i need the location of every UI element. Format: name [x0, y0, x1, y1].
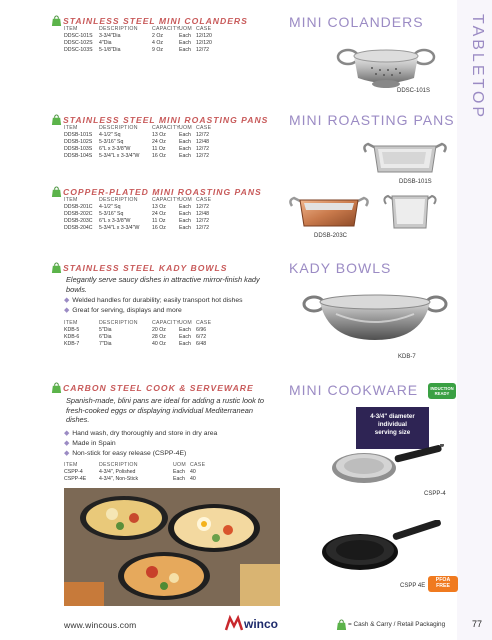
table-row: DDSC-103S 5-1/8"Dia 9 Oz Each 12/72 — [64, 47, 209, 54]
bullet-item: ◆ Non-stick for easy release (CSPP-4E) — [64, 449, 187, 457]
shopping-bag-icon — [51, 382, 62, 394]
page-number: 77 — [472, 619, 483, 629]
heading-mini-cookware: MINI COOKWARE — [289, 382, 419, 398]
induction-ready-badge: INDUCTION READY — [428, 383, 456, 399]
table-row: KDB-5 5"Dia 20 Oz Each 6/96 — [64, 327, 207, 334]
kady-bowl-image — [300, 284, 450, 344]
website-link[interactable]: www.wincous.com — [64, 620, 137, 630]
kady-bullets — [64, 296, 243, 316]
kady-description: Elegantly serve saucy dishes in attractive mirror-finish kady bowls. — [66, 275, 260, 294]
table-row: KDB-7 7"Dia 40 Oz Each 6/48 — [64, 341, 207, 348]
heading-mini-colanders: MINI COLANDERS — [289, 14, 424, 30]
caption-pan-steel: DDSB-101S — [399, 179, 432, 185]
table-row: DDSB-203C 6"L x 3-3/8"W 11 Oz Each 12/72 — [64, 218, 209, 225]
table-header: ITEM DESCRIPTION CAPACITY UOM CASE — [64, 320, 212, 326]
table-row: CSPP-4 4-3/4", Polished Each 40 — [64, 469, 196, 476]
table-row: DDSB-201C 4-1/2" Sq 13 Oz Each 12/72 — [64, 204, 209, 211]
table-ss-roasting — [64, 125, 218, 160]
table-carbon-steel — [64, 462, 212, 483]
table-header: ITEM DESCRIPTION CAPACITY UOM CASE — [64, 125, 212, 131]
table-row: DDSB-102S 5-3/16" Sq 24 Oz Each 12/48 — [64, 139, 209, 146]
cspp4-pan-image — [324, 444, 454, 490]
caption-cspp4: CSPP-4 — [424, 491, 446, 497]
section-title-colanders: STAINLESS STEEL MINI COLANDERS — [63, 16, 248, 26]
table-colanders — [64, 26, 218, 54]
shopping-bag-icon — [51, 15, 62, 27]
carbon-description: Spanish-made, blini pans are ideal for adding a rustic look to fresh-cooked eggs or displaying individual Mediterranean dishes. — [66, 396, 265, 425]
shopping-bag-icon — [51, 186, 62, 198]
stainless-roasting-pan-image — [360, 134, 450, 180]
svg-text:winco: winco — [244, 617, 279, 631]
table-row: DDSC-101S 3-3/4"Dia 2 Oz Each 12/120 — [64, 33, 212, 40]
caption-bowl: KDB-7 — [398, 354, 416, 360]
table-header: ITEM DESCRIPTION UOM CASE — [64, 462, 206, 468]
caption-pan-copper: DDSB-203C — [314, 233, 348, 239]
table-row: DDSB-101S 4-1/2" Sq 13 Oz Each 12/72 — [64, 132, 209, 139]
bullet-item: ◆ Great for serving, displays and more — [64, 306, 182, 314]
table-row: DDSB-202C 5-3/16" Sq 24 Oz Each 12/48 — [64, 211, 209, 218]
shopping-bag-icon — [51, 114, 62, 126]
table-row: DDSB-204C 5-3/4"L x 3-3/4"W 16 Oz Each 12/72 — [64, 225, 209, 232]
cspp4e-pan-image — [314, 520, 450, 578]
table-row: DDSC-102S 4"Dia 4 Oz Each 12/120 — [64, 40, 212, 47]
table-row: DDSB-104S 5-3/4"L x 3-3/4"W 16 Oz Each 12/72 — [64, 153, 209, 160]
winco-logo — [224, 614, 284, 632]
heading-mini-roasting-pans: MINI ROASTING PANS — [289, 112, 455, 128]
section-title-copper-roasting: COPPER-PLATED MINI ROASTING PANS — [63, 187, 262, 197]
table-row: CSPP-4E 4-3/4", Non-Stick Each 40 — [64, 476, 196, 483]
bullet-item: ◆ Welded handles for durability; easily transport hot dishes — [64, 297, 243, 304]
shopping-bag-icon — [51, 262, 62, 274]
legend-cash-carry: = Cash & Carry / Retail Packaging — [348, 621, 446, 628]
heading-kady-bowls: KADY BOWLS — [289, 260, 392, 276]
serving-size-box: 4-3/4" diameter individual serving size — [356, 407, 429, 449]
food-photo — [64, 488, 280, 606]
bullet-item: ◆ Hand wash, dry thoroughly and store in dry area — [64, 430, 218, 437]
table-copper-roasting — [64, 197, 218, 232]
section-title-carbon-steel: CARBON STEEL COOK & SERVEWARE — [63, 383, 254, 393]
caption-cspp4e: CSPP 4E — [400, 583, 426, 589]
caption-colander: DDSC-101S — [397, 88, 431, 94]
copper-roasting-pan-image — [286, 192, 372, 234]
table-header: ITEM DESCRIPTION CAPACITY UOM CASE — [64, 26, 212, 32]
colander-image — [330, 44, 442, 92]
table-kady — [64, 320, 218, 348]
table-header: ITEM DESCRIPTION CAPACITY UOM CASE — [64, 197, 212, 203]
carbon-bullets — [64, 429, 217, 459]
table-row: KDB-6 6"Dia 28 Oz Each 6/72 — [64, 334, 207, 341]
shopping-bag-icon — [336, 619, 347, 631]
side-title: TABLETOP — [469, 14, 486, 121]
section-title-kady: STAINLESS STEEL KADY BOWLS — [63, 263, 228, 273]
section-title-ss-roasting: STAINLESS STEEL MINI ROASTING PANS — [63, 115, 269, 125]
bullet-item: ◆ Made in Spain — [64, 439, 116, 447]
stainless-square-pan-image — [382, 184, 438, 236]
table-row: DDSB-103S 6"L x 3-3/8"W 11 Oz Each 12/72 — [64, 146, 209, 153]
pfoa-free-badge: PFOA FREE — [428, 576, 458, 592]
